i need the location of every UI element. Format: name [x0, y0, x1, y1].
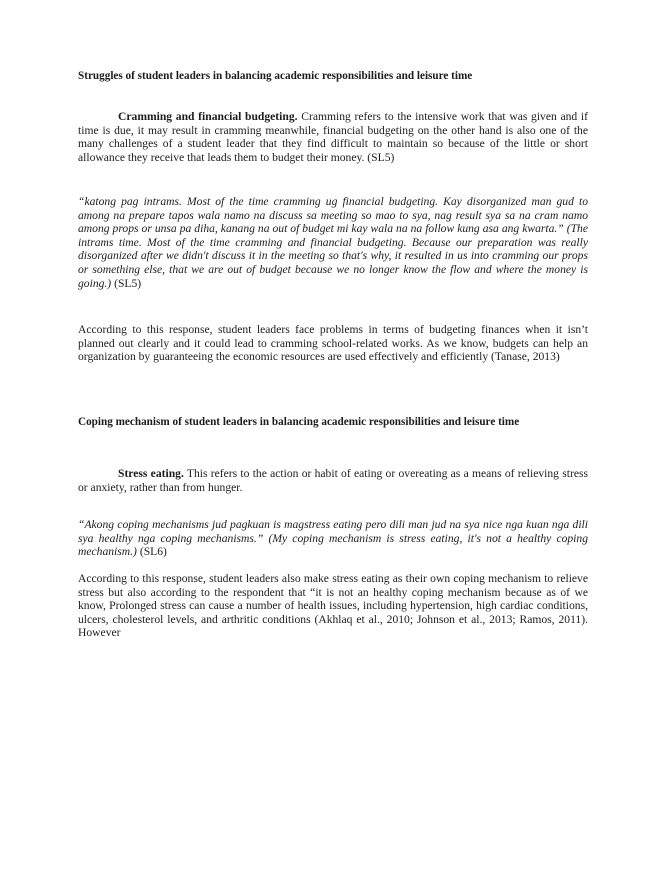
quote-tag-sl6: (SL6) — [139, 545, 167, 559]
quote-tag-sl5: (SL5) — [114, 276, 142, 290]
analysis-paragraph-budgeting: According to this response, student leaders face problems in terms of budgeting finances when it isn’t planned out clearly and it could lead to cramming school-related works. As we know, budgets can help an organization by guaranteeing the economic resources are used effectively and efficiently (Tanase, 2013) — [78, 323, 588, 364]
theme-paragraph-stress-eating — [78, 467, 588, 494]
theme-title-stress-eating: Stress eating. — [118, 467, 184, 480]
quote-paragraph-sl6 — [78, 518, 588, 559]
analysis-paragraph-stress-eating: According to this response, student leaders also make stress eating as their own coping mechanism to relieve stress but also according to the respondent that “it is not an healthy coping mechanism because as of we know, Prolonged stress can cause a number of health issues, including hypertension, high cardiac conditions, ulcers, cholesterol levels, and arthritic conditions (Akhlaq et al., 2010; Johnson et al., 2013; Ramos, 2011). However — [78, 572, 588, 640]
theme-title-cramming: Cramming and financial budgeting. — [118, 110, 298, 123]
quote-text-sl6: “Akong coping mechanisms jud pagkuan is magstress eating pero dili man jud na sya nice nga kuan nga dili sya healthy nga coping mechanisms.” (My coping mechanism is stress eating, it's not a healthy coping mechanism.) — [78, 518, 588, 559]
section-heading-coping: Coping mechanism of student leaders in balancing academic responsibilities and leisure time — [78, 416, 520, 428]
section-heading-struggles: Struggles of student leaders in balancing academic responsibilities and leisure time — [78, 70, 473, 82]
theme-body-cramming: Cramming refers to the intensive work that was given and if time is due, it may result in cramming meanwhile, financial budgeting on the other hand is also one of the many challenges of a student leader that they find difficult to maintain so because of the little or short allowance they receive that leads them to budget their money. (SL5) — [78, 110, 589, 164]
quote-paragraph-sl5 — [78, 195, 588, 290]
quote-text-sl5: “katong pag intrams. Most of the time cramming ug financial budgeting. Kay disorganized man gud to among na prepare tapos wala namo na discuss sa meeting so mao to sya, nag result sya sa na cram namo among props or unsa pa diha, kanang na out of budget mi kay wala na na follow kung asa ang kwarta.” (The intrams time. Most of the time cramming and financial budgeting. Because our preparation was really disorganized after we didn't discuss it in the meeting so that's why, it resulted in us into cramming our props or something else, that we are out of budget because we no longer know the flow and where the money is going.) — [78, 195, 588, 290]
theme-body-stress-eating: This refers to the action or habit of eating or overeating as a means of relieving stress or anxiety, rather than from hunger. — [78, 467, 588, 494]
theme-paragraph-cramming — [78, 110, 588, 164]
